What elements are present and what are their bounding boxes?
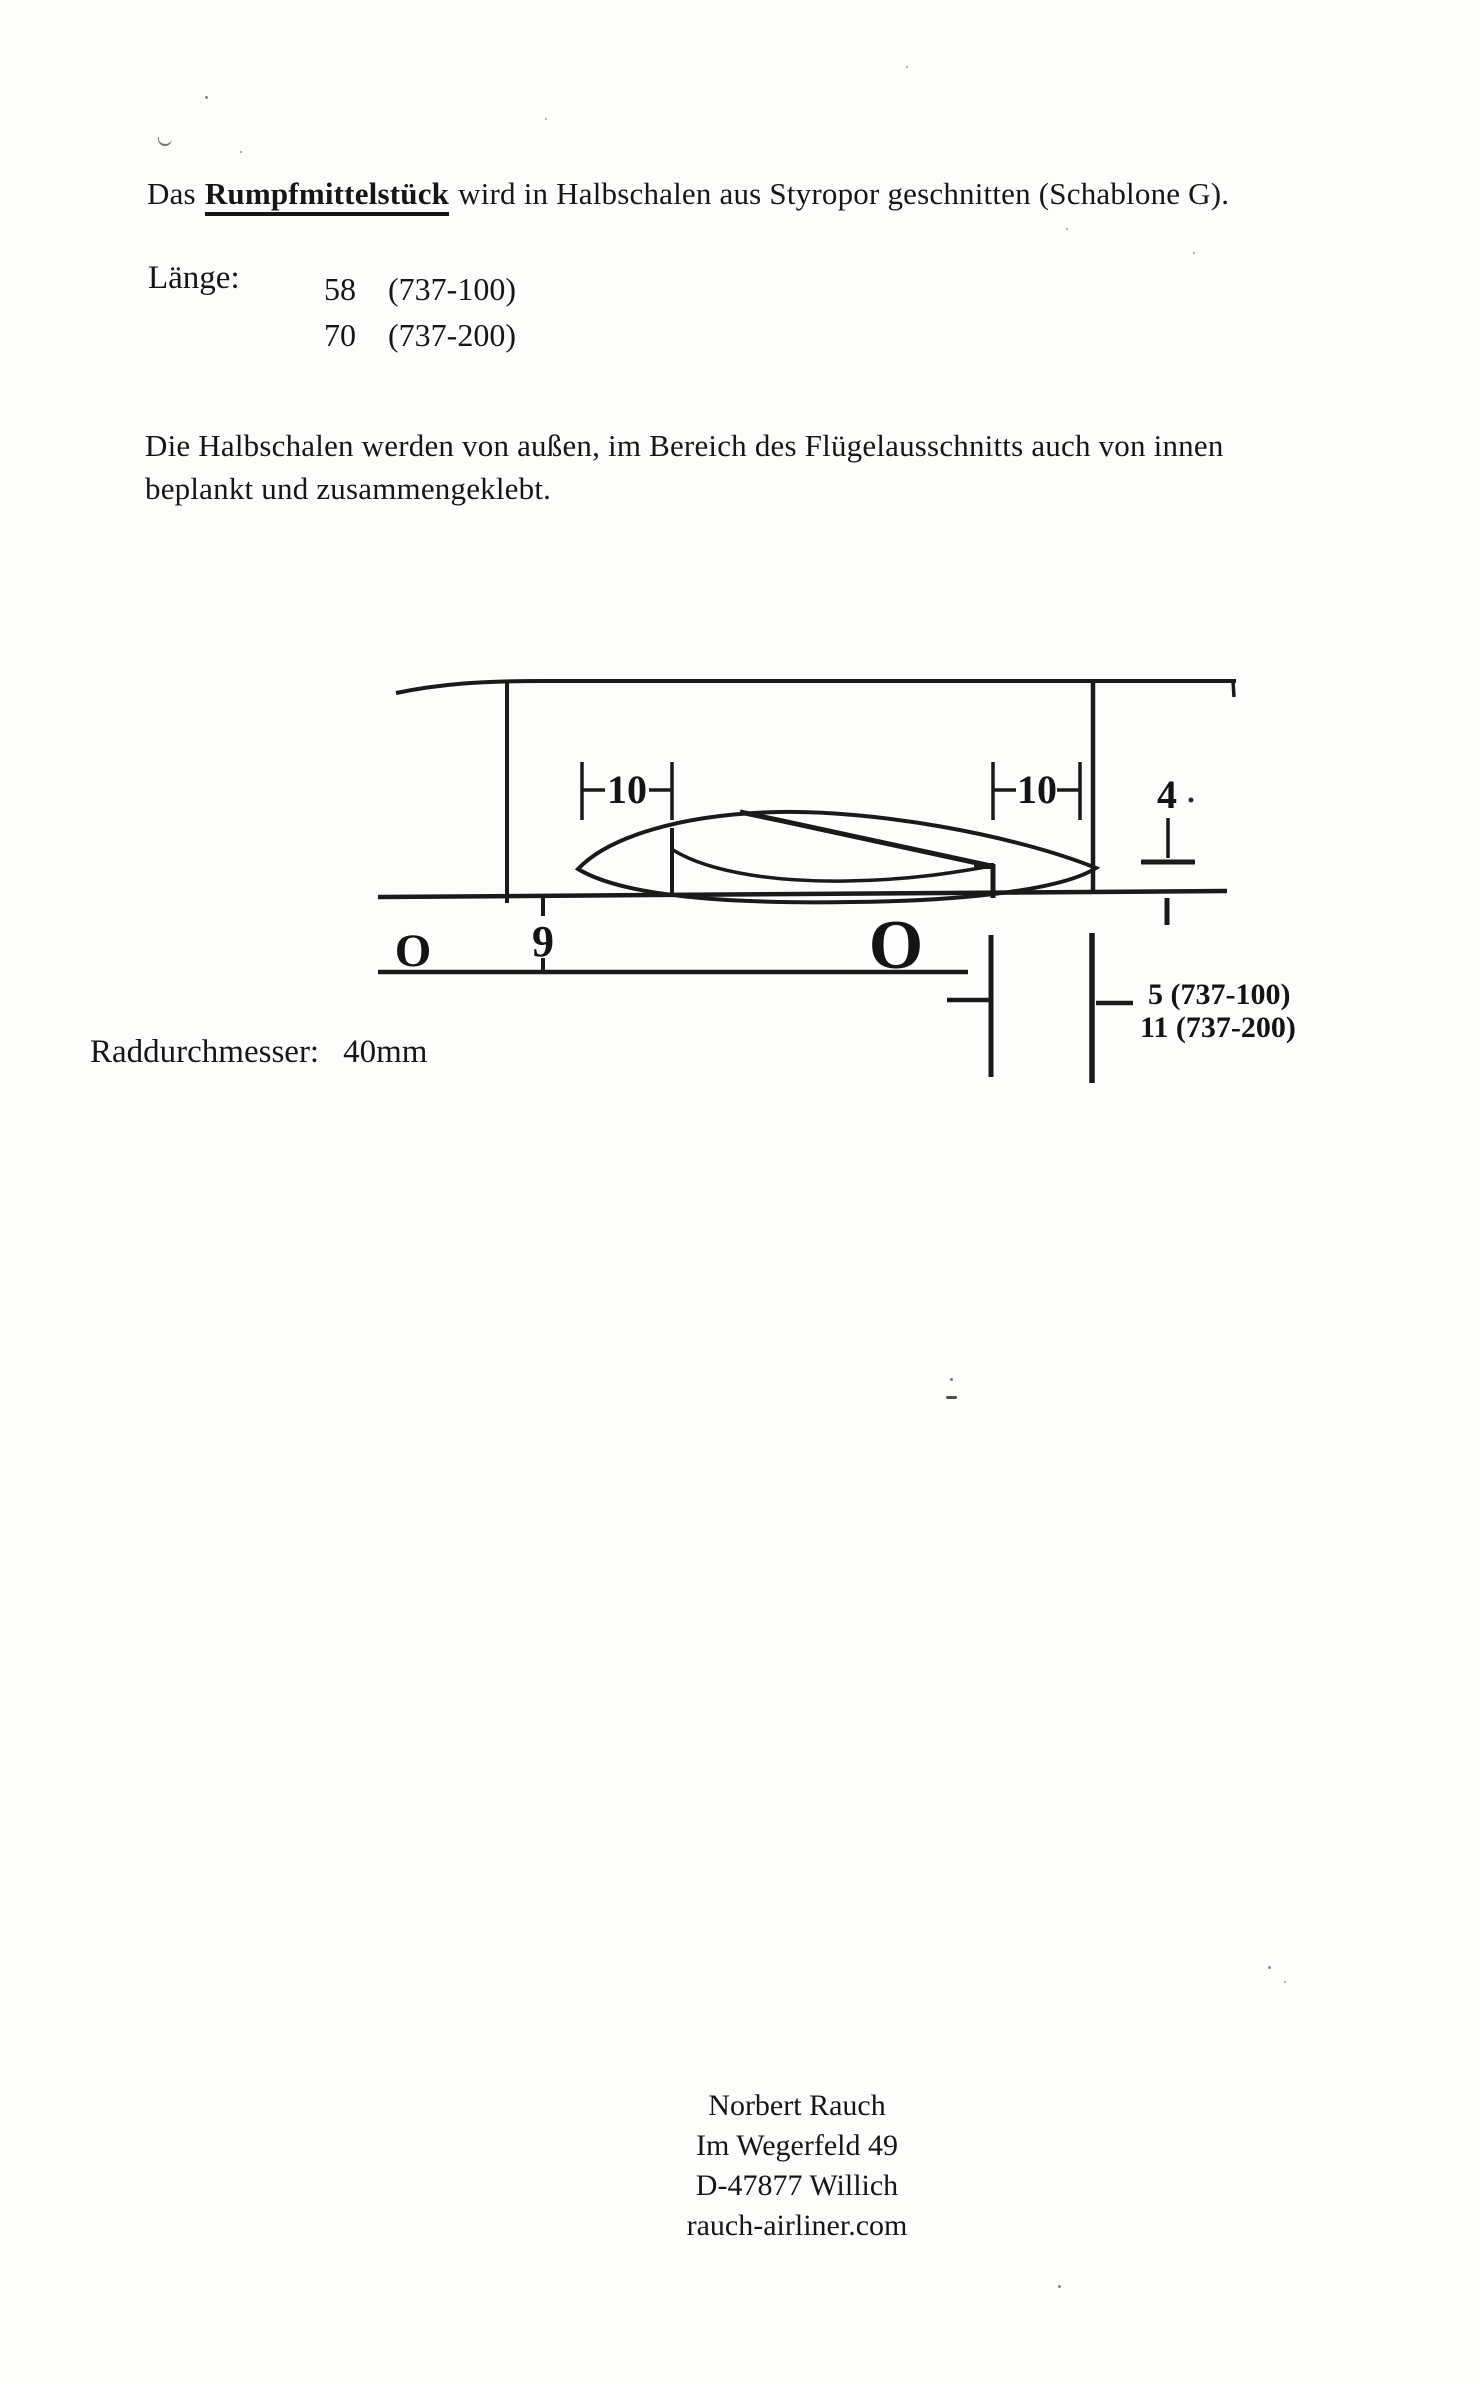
length-values [324,266,516,358]
scan-dot [1189,798,1194,803]
length-value: 58 [324,271,356,307]
wheel-diameter-value: 40mm [343,1034,428,1070]
instruction-paragraph [145,424,1224,510]
scan-speck [240,151,242,153]
intro-lead: Das [147,176,196,211]
scan-speck [950,1378,953,1381]
scan-dash-mark [946,1396,957,1399]
scan-speck [1193,252,1195,254]
intro-sentence [147,176,1229,212]
dim-4-value: 4 [1157,772,1177,817]
scan-speck [1284,1981,1286,1983]
length-value: 70 [324,317,356,353]
fuselage-top-line [396,681,1236,693]
length-row-737-200 [324,312,516,358]
gear-dim-737-100: 5 (737-100) [1148,978,1291,1011]
instruction-line-2: beplankt und zusammengeklebt. [145,471,552,506]
footer-website: rauch-airliner.com [686,2209,908,2242]
fuselage-top-line-end-tick [1233,681,1234,697]
scan-speck [1268,1966,1271,1969]
wheel-diameter-label: Raddurchmesser: [90,1034,320,1070]
dim-9-value: 9 [532,917,554,966]
footer-author: Norbert Rauch [708,2089,886,2122]
wheel-marker-small-o: O [394,925,432,977]
length-label: Länge: [148,260,240,296]
footer-city: D-47877 Willich [695,2169,899,2202]
length-variant: (737-200) [388,317,516,353]
intro-term-rumpfmittelstueck: Rumpfmittelstück [205,176,449,216]
scan-speck [1058,2285,1061,2288]
scan-speck [1066,228,1068,230]
dim-right-10-value: 10 [1017,767,1057,812]
instruction-line-1: Die Halbschalen werden von außen, im Bereich des Flügelausschnitts auch von innen [145,428,1224,463]
scan-speck [205,96,208,99]
intro-rest: wird in Halbschalen aus Styropor geschnitten (Schablone G). [458,176,1230,211]
footer-street: Im Wegerfeld 49 [696,2129,898,2162]
wing-profile-outline [578,812,1096,902]
gear-dim-737-200: 11 (737-200) [1140,1011,1296,1044]
wheel-marker-large-o: O [868,907,924,984]
wing-profile-chord-line [740,812,991,866]
wheel-diameter-note [90,1034,427,1071]
length-variant: (737-100) [388,271,516,307]
dim-left-10-value: 10 [607,767,647,812]
length-row-737-100 [324,266,516,312]
scan-speck [545,118,547,120]
footer-address-block [597,2086,997,2246]
scan-pen-mark [158,137,172,146]
scan-speck [906,66,908,68]
